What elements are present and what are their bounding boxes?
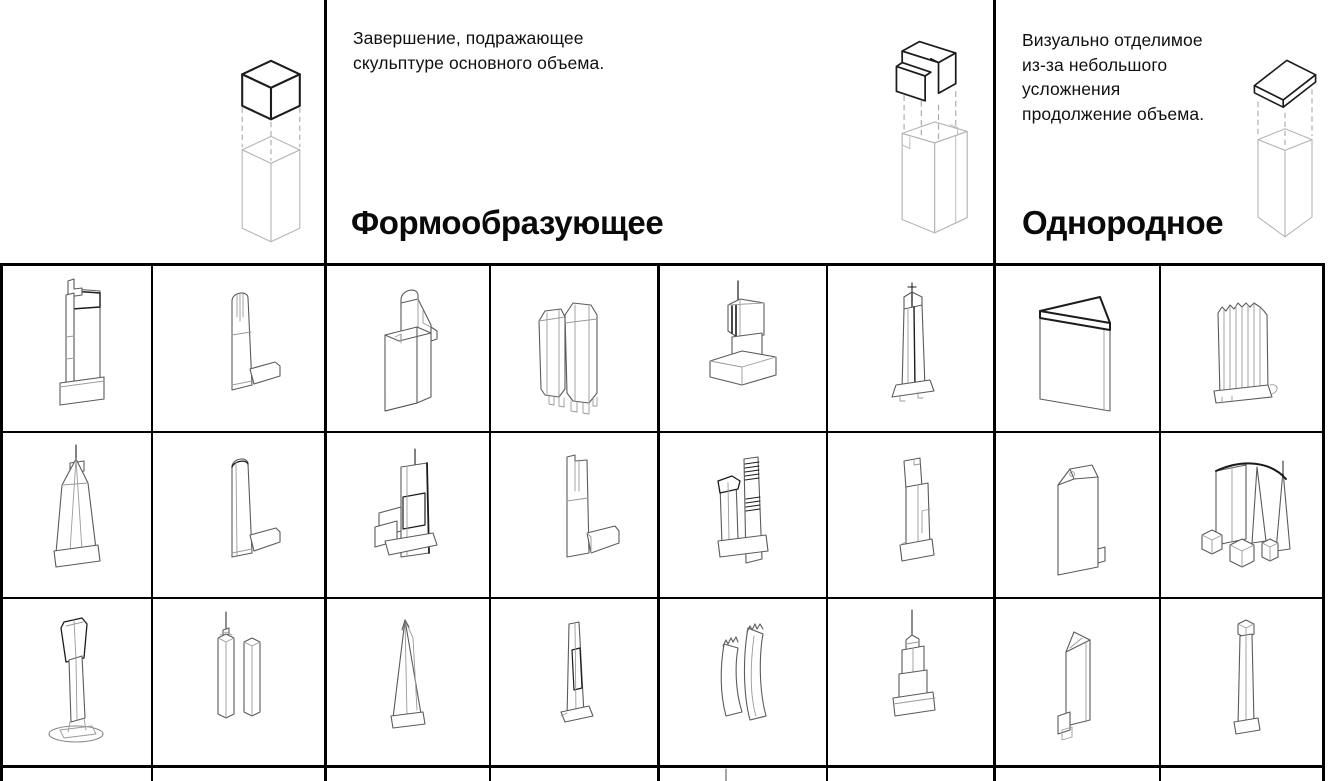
cube-finial-above-tower-icon [224,50,318,248]
cell-fluted-cluster-tower [1163,267,1319,429]
cell-banded-spire-and-block [662,434,823,594]
cell-antenna-tip [716,768,736,781]
grid-line-v-right [1322,263,1325,781]
cell-faceted-twin-cylinder-tower [494,267,654,429]
homogeneous-description-line: из-за небольшого [1022,54,1168,75]
cell-antenna-podium-tower [330,434,486,594]
cell-curved-jagged-twin-towers [662,600,823,762]
homogeneous-description [1022,28,1232,126]
cell-setback-slab-tower [830,434,991,594]
formative-title: Формообразующее [351,204,664,241]
cell-antenna-slab-podium-tower [662,267,823,429]
cell-tapered-spire-antenna-tower [4,434,150,594]
offset-block-finial-above-tower-icon [872,32,984,252]
grid-line-v-c3 [489,263,491,781]
cell-rounded-taper-tower [156,267,322,429]
cell-triangular-prism-tower [998,267,1156,429]
cell-slender-taper-plinth-tower [494,600,654,762]
cell-wedge-cut-top-tower [998,600,1156,762]
formative-description-line: Завершение, подражающее [353,28,584,48]
cell-obelisk-shard-tower [330,600,486,762]
cell-striped-finial-tower [830,267,991,429]
formative-description [353,26,643,75]
wedge-finial-above-tower-icon [1238,46,1332,244]
cell-podium-sloped-crown-tower [330,267,486,429]
cell-slab-edge-tower [4,267,150,429]
cell-twin-prism-antenna-towers [156,600,322,762]
grid-line-v-c7 [1159,263,1161,781]
cell-stick-cube-cap-tower [1163,600,1319,762]
section-divider-homogeneous [993,0,996,781]
cell-stepped-spire-needle-tower [830,600,991,762]
formative-description-line: скульптуре основного объема. [353,52,605,73]
cell-twin-spires-cubes-group [1163,434,1319,594]
grid-line-h-row3 [0,765,1325,768]
grid-line-v-c5 [826,263,828,781]
section-divider-formative [324,0,327,781]
grid-line-h-row2 [0,597,1325,599]
homogeneous-description-line: усложнения [1022,79,1121,99]
homogeneous-title: Однородное [1022,204,1224,241]
grid-line-v-c4 [657,263,660,781]
homogeneous-description-line: Визуально отделимое [1022,30,1203,50]
cell-notch-top-l-podium-tower [494,434,654,594]
cell-chamfer-cap-box-tower [998,434,1156,594]
grid-line-h-row1 [0,431,1325,433]
grid-line-h-top [0,263,1325,266]
homogeneous-description-line: продолжение объема. [1022,103,1205,124]
cell-flared-cap-oval-base-tower [4,600,150,762]
grid-line-v-c1 [151,263,153,781]
grid-line-v-left [0,263,3,781]
cell-round-top-wing-tower [156,434,322,594]
